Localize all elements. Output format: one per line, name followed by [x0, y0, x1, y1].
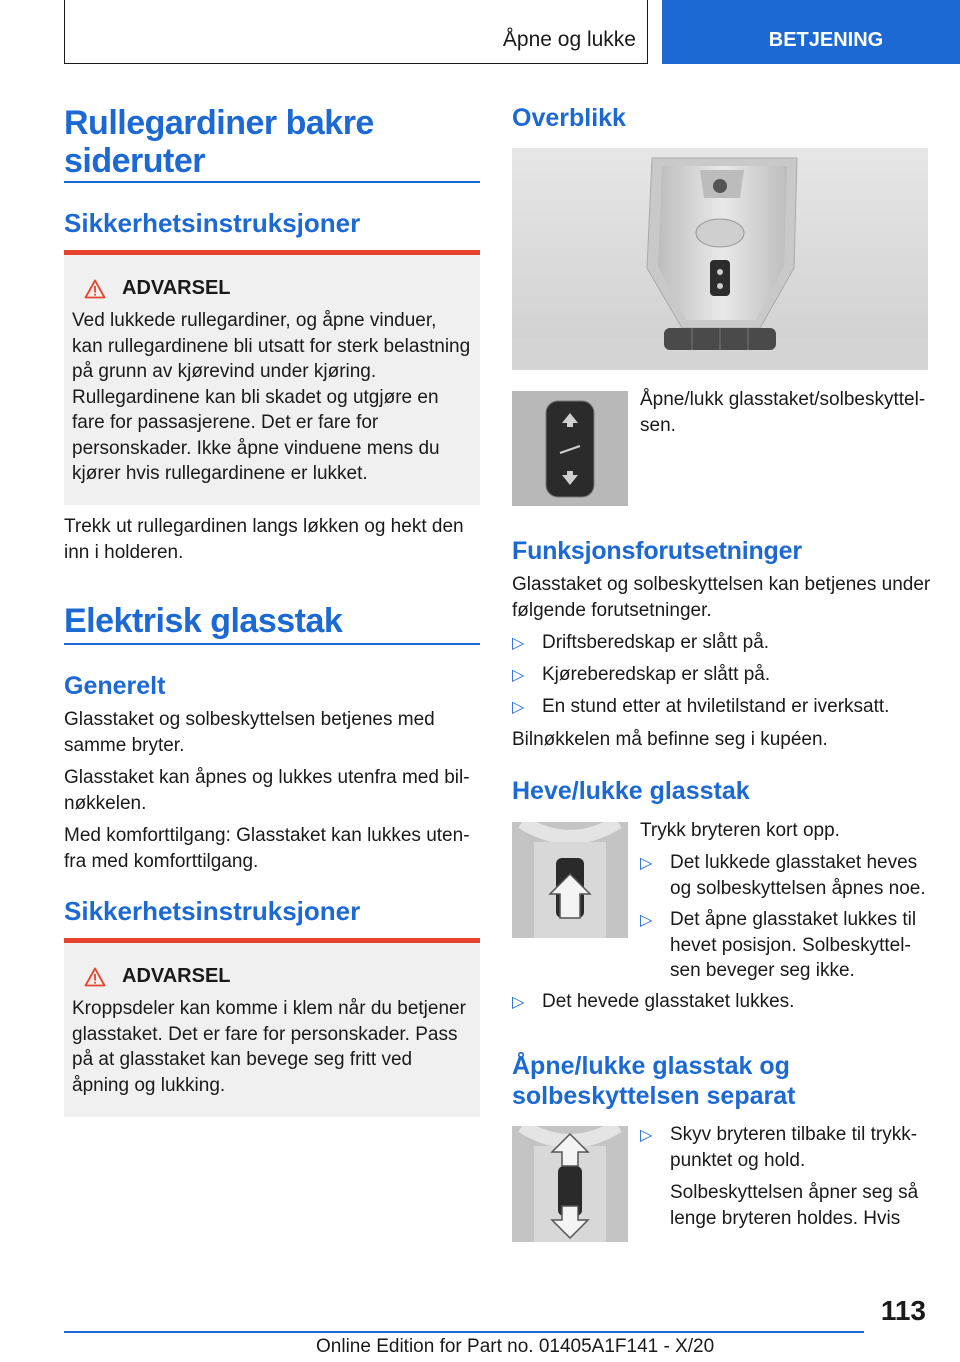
list-item [512, 989, 932, 1016]
list-item [512, 662, 932, 689]
page-number: 113 [880, 1295, 926, 1326]
paragraph-general-3: Med komforttilgang: Glasstaket kan lukkes utenfra med komforttilgang. [64, 825, 470, 872]
footer-divider [64, 1331, 864, 1333]
divider [64, 643, 480, 645]
warning-title [72, 277, 472, 300]
heading-open-close-separately: Åpne/lukke glasstak og solbeskyttelsen separat [512, 1052, 796, 1110]
list-item-text: Det åpne glasstaket lukkes til hevet posisjon. Solbeskyttelsen beveger seg ikke. [670, 909, 917, 981]
triangle-bullet-icon: ▷ [512, 667, 525, 684]
warning-triangle-icon [84, 967, 106, 987]
warning-label: ADVARSEL [122, 965, 231, 987]
list-item-text: Driftsberedskap er slått på. [542, 632, 770, 653]
warning-text: Kroppsdeler kan komme i klem når du betjener glasstaket. Det er fare for personskader. Pass på at glasstaket kan bevege seg fritt ved åpning og lukking. [72, 998, 466, 1096]
separate-image [512, 1126, 628, 1242]
list-item-text: Kjøreberedskap er slått på. [542, 664, 771, 685]
paragraph-raise-intro: Trykk bryteren kort opp. [640, 820, 840, 841]
list-item [640, 907, 932, 984]
heading-overview: Overblikk [512, 104, 626, 132]
warning-box-2 [64, 943, 480, 1117]
paragraph-func-intro: Glasstaket og solbeskyttelsen kan betjenes under følgende forutsetninger. [512, 574, 931, 621]
warning-title [72, 965, 472, 988]
heading-safety-1: Sikkerhetsinstruksjoner [64, 208, 361, 238]
paragraph-general-1: Glasstaket og solbeskyttelsen betjenes med samme bryter. [64, 709, 435, 756]
triangle-bullet-icon: ▷ [640, 1127, 653, 1144]
triangle-bullet-icon: ▷ [512, 994, 525, 1011]
raise-image [512, 822, 628, 938]
switch-caption: Åpne/lukk glasstaket/solbeskyttelsen. [640, 389, 926, 436]
list-item [512, 630, 932, 657]
list-item [512, 694, 932, 721]
triangle-bullet-icon: ▷ [512, 699, 525, 716]
heading-safety-2: Sikkerhetsinstruksjoner [64, 896, 361, 926]
warning-label: ADVARSEL [122, 277, 231, 299]
section-title-glass-roof: Elektrisk glasstak [64, 602, 343, 640]
triangle-bullet-icon: ▷ [640, 912, 653, 929]
overview-image [512, 148, 928, 370]
list-item-text: Det lukkede glasstaket heves og solbeskyttelsen åpnes noe. [670, 852, 926, 899]
heading-general: Generelt [64, 672, 166, 700]
list-item-text: En stund etter at hviletilstand er iverksatt. [542, 696, 890, 717]
warning-box-1 [64, 255, 480, 505]
list-item-text: Det hevede glasstaket lukkes. [542, 991, 795, 1012]
paragraph-pull-blind: Trekk ut rullegardinen langs løkken og hekt den inn i holderen. [64, 516, 464, 563]
header-section-title: Åpne og lukke [502, 28, 636, 51]
paragraph-general-2: Glasstaket kan åpnes og lukkes utenfra med bilnøkkelen. [64, 767, 470, 814]
header-chapter-tab: BETJENING [662, 0, 960, 64]
warning-text: Ved lukkede rullegardiner, og åpne vinduer, kan rullegardinene bli utsatt for sterk belastning på grunn av kjørevind under kjøring. Rullegardinene kan bli skadet og utgjøre en fare for passasjerene. Det er fare for personskader. Ikke åpne vinduene mens du kjører hvis rullegardinene er lukket. [72, 310, 471, 484]
footer-edition: Online Edition for Part no. 01405A1F141 - X/20 [316, 1336, 715, 1357]
warning-triangle-icon [84, 279, 106, 299]
triangle-bullet-icon: ▷ [640, 855, 653, 872]
triangle-bullet-icon: ▷ [512, 635, 525, 652]
paragraph-key-note: Bilnøkkelen må befinne seg i kupéen. [512, 729, 828, 750]
list-item [640, 850, 932, 901]
paragraph-separate-continued: Solbeskyttelsen åpner seg så lenge bryteren holdes. Hvis [670, 1182, 919, 1229]
heading-raise-close: Heve/lukke glasstak [512, 777, 750, 805]
switch-image [512, 391, 628, 506]
list-item [640, 1122, 932, 1173]
divider [64, 181, 480, 183]
list-item-text: Skyv bryteren tilbake til trykkpunktet og hold. [670, 1124, 918, 1171]
section-title-blinds: Rullegardiner bakre sideruter [64, 104, 374, 180]
heading-functional-requirements: Funksjonsforutsetninger [512, 537, 802, 565]
